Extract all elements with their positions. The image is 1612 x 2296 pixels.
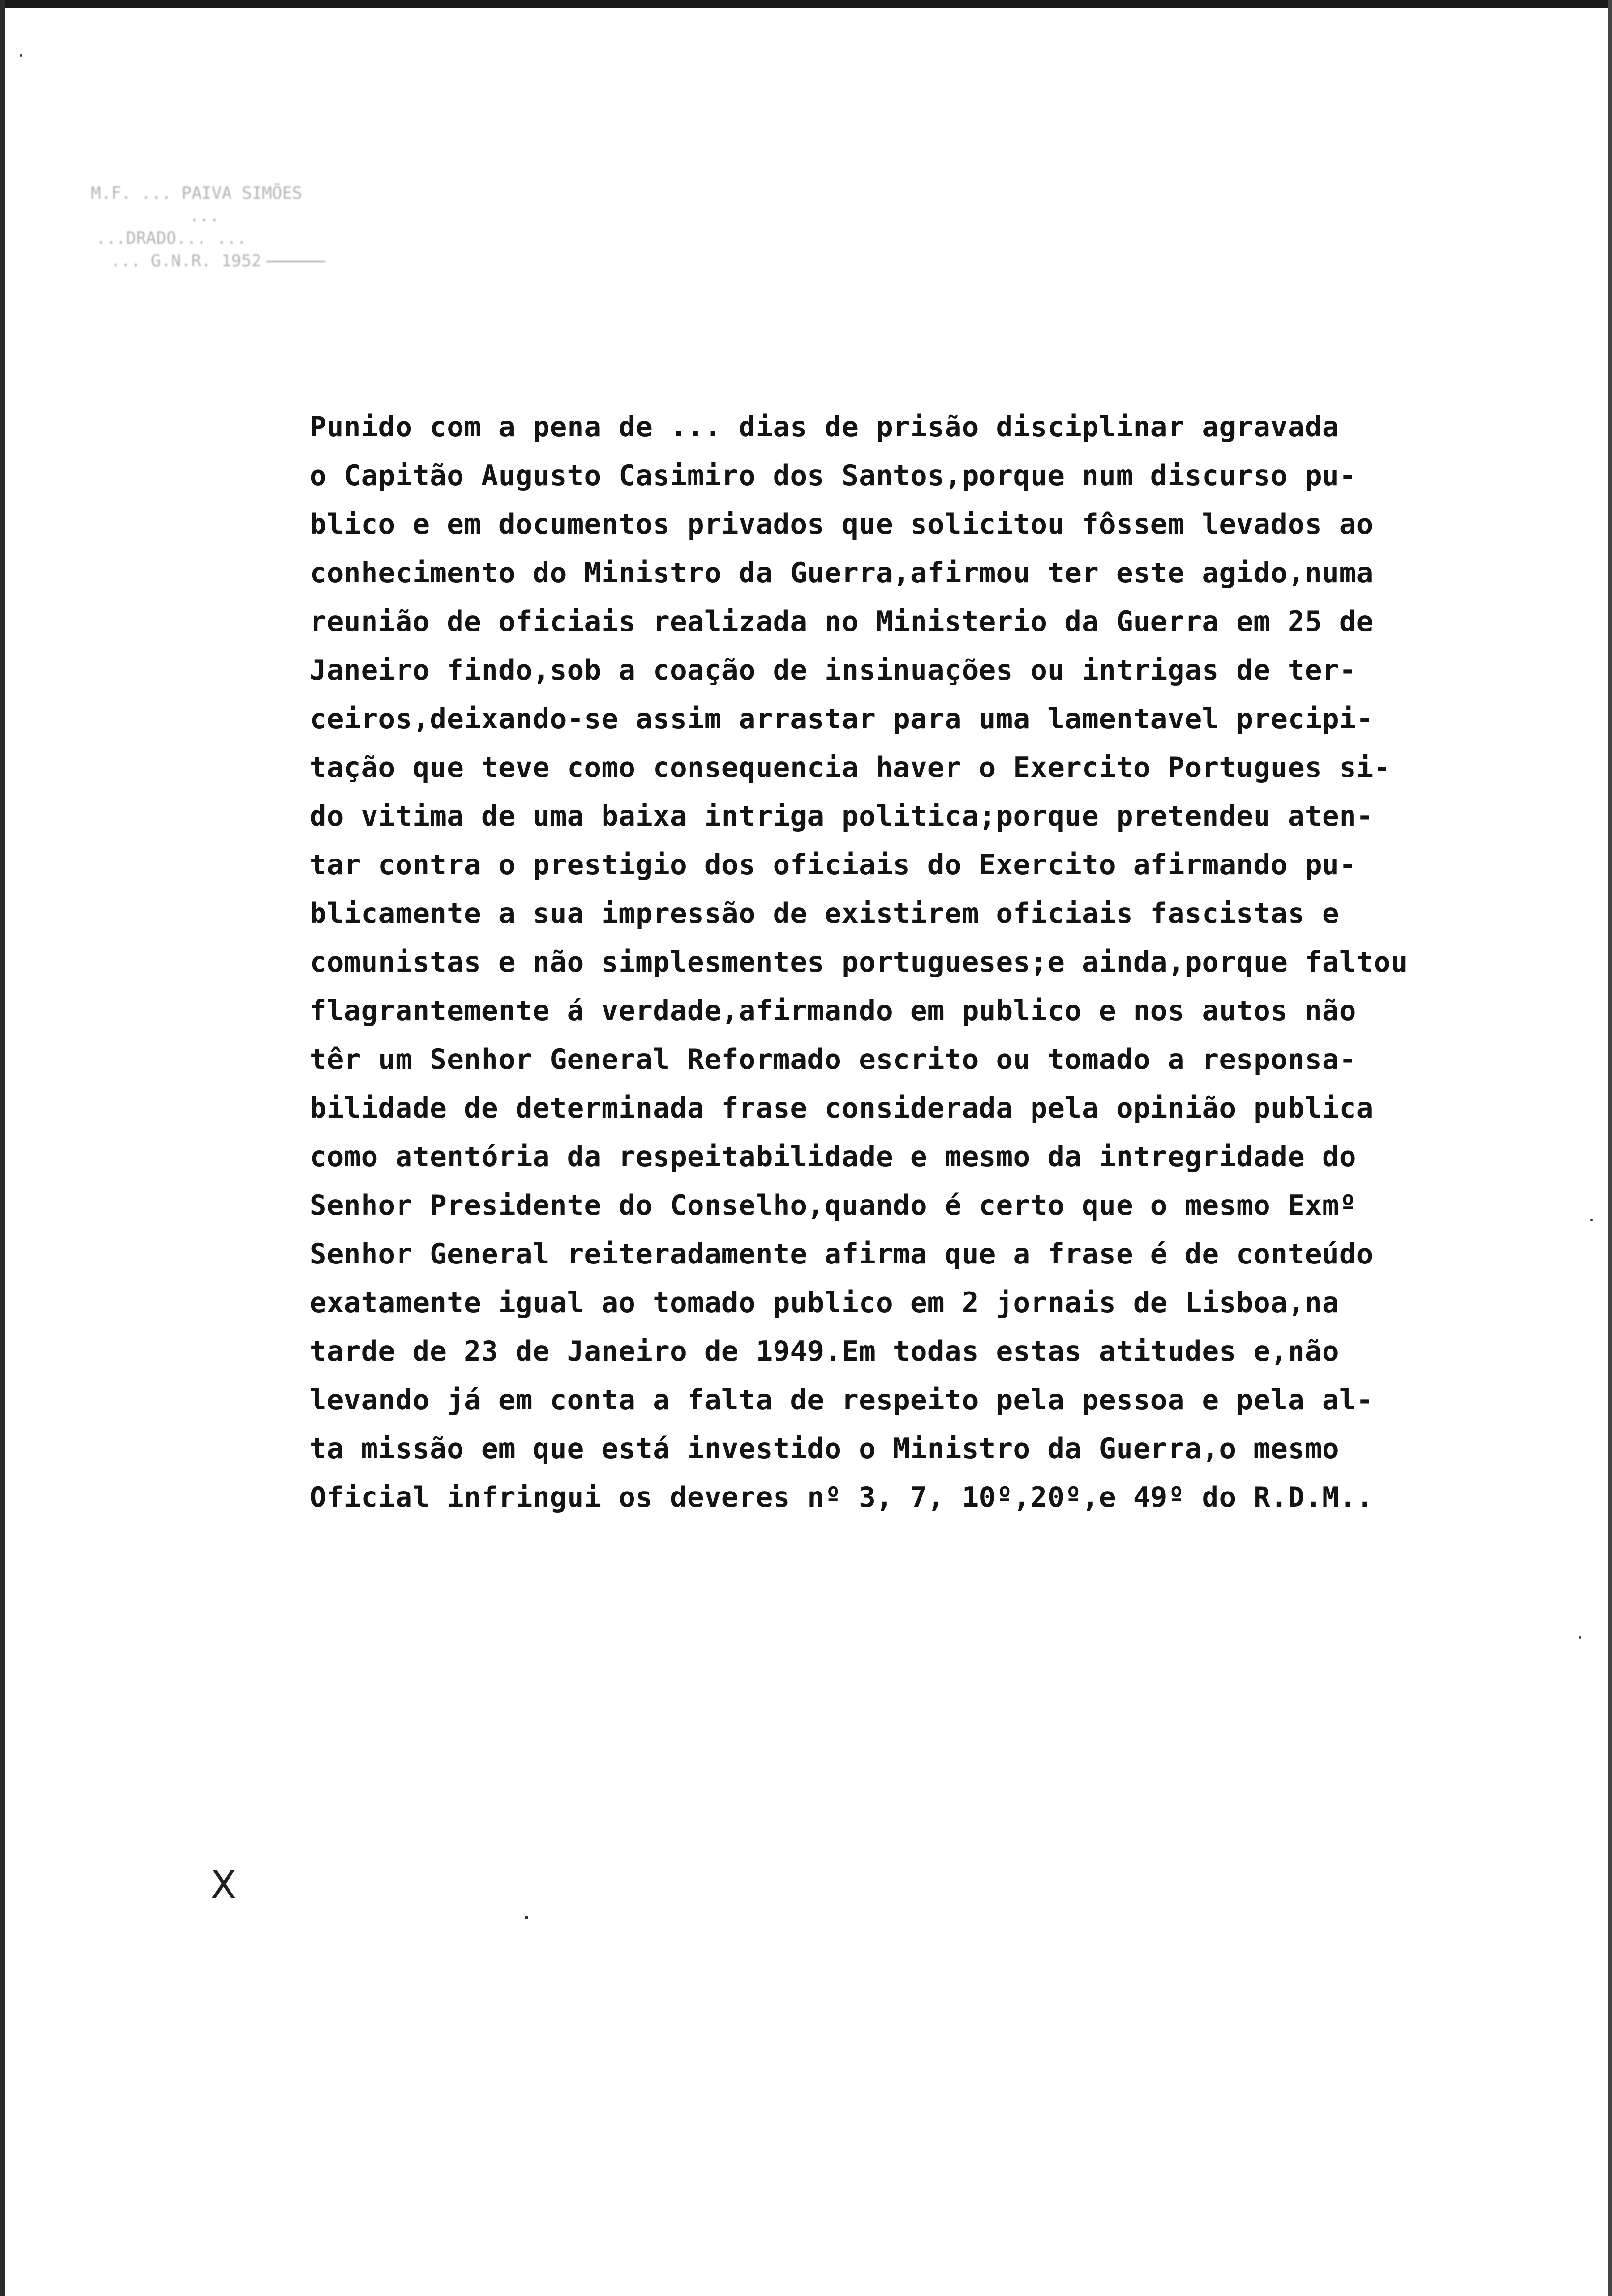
text-line: blico e em documentos privados que solicitou fôssem levados ao	[310, 508, 1374, 541]
text-line: tar contra o prestigio dos oficiais do Exercito afirmando pu-	[310, 849, 1356, 881]
text-line: do vitima de uma baixa intriga politica;porque pretendeu aten-	[310, 800, 1374, 832]
paper-speck	[1579, 1636, 1581, 1639]
text-line: Oficial infringui os deveres nº 3, 7, 10º,20º,e 49º do R.D.M..	[310, 1481, 1374, 1514]
stamp-line: ...	[189, 206, 220, 226]
stamp-line	[111, 250, 425, 272]
page-right-edge	[1608, 0, 1612, 2296]
text-line: exatamente igual ao tomado publico em 2 jornais de Lisboa,na	[310, 1287, 1340, 1319]
text-line: conhecimento do Ministro da Guerra,afirmou ter este agido,numa	[310, 557, 1374, 589]
stamp-rule	[266, 261, 325, 262]
text-line: como atentória da respeitabilidade e mesmo da intregridade do	[310, 1141, 1356, 1173]
page-left-edge	[0, 0, 5, 2296]
text-line: comunistas e não simplesmentes portugueses;e ainda,porque faltou	[310, 946, 1408, 978]
stamp-line-text: ... G.N.R. 1952	[111, 251, 262, 271]
text-line: ceiros,deixando-se assim arrastar para uma lamentavel precipi-	[310, 703, 1374, 735]
text-line: reunião de oficiais realizada no Ministerio da Guerra em 25 de	[310, 605, 1374, 638]
paper-speck	[20, 54, 22, 57]
text-line: Senhor Presidente do Conselho,quando é certo que o mesmo Exmº	[310, 1189, 1356, 1222]
paper-speck	[1590, 1219, 1593, 1221]
stamp-line: ...DRADO... ...	[96, 229, 247, 248]
text-line: tação que teve como consequencia haver o Exercito Portugues si-	[310, 751, 1391, 784]
text-line: bilidade de determinada frase considerada pela opinião publica	[310, 1092, 1374, 1124]
text-line: Janeiro findo,sob a coação de insinuações ou intrigas de ter-	[310, 654, 1356, 687]
paper-speck	[525, 1916, 528, 1919]
text-line: Punido com a pena de ... dias de prisão disciplinar agravada	[310, 411, 1340, 443]
faded-stamp	[91, 182, 425, 272]
text-line: blicamente a sua impressão de existirem oficiais fascistas e	[310, 897, 1340, 930]
text-line: tarde de 23 de Janeiro de 1949.Em todas estas atitudes e,não	[310, 1335, 1340, 1368]
text-line: ta missão em que está investido o Ministro da Guerra,o mesmo	[310, 1433, 1340, 1465]
text-line: levando já em conta a falta de respeito pela pessoa e pela al-	[310, 1384, 1374, 1416]
stamp-line: M.F. ... PAIVA SIMÕES	[91, 183, 302, 203]
text-line: têr um Senhor General Reformado escrito ou tomado a responsa-	[310, 1043, 1356, 1076]
text-line: Senhor General reiteradamente afirma que a frase é de conteúdo	[310, 1238, 1374, 1270]
page-top-edge	[0, 0, 1612, 8]
typewritten-paragraph	[310, 403, 1568, 1522]
margin-x-mark: X	[210, 1864, 237, 1908]
text-line: flagrantemente á verdade,afirmando em publico e nos autos não	[310, 995, 1356, 1027]
text-line: o Capitão Augusto Casimiro dos Santos,porque num discurso pu-	[310, 459, 1356, 492]
